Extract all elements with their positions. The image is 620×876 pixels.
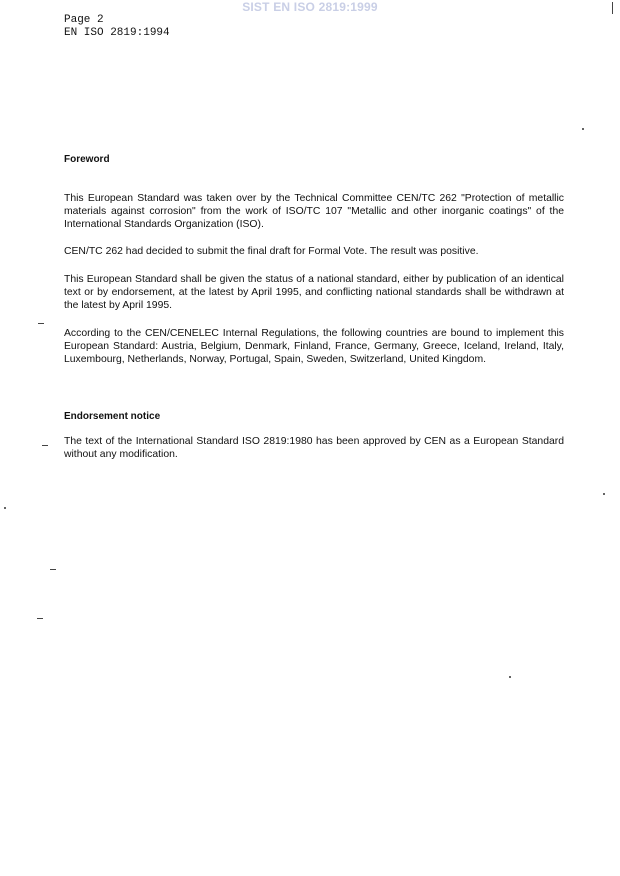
endorsement-heading: Endorsement notice	[64, 411, 161, 422]
foreword-paragraph-2: CEN/TC 262 had decided to submit the final draft for Formal Vote. The result was positive.	[64, 246, 479, 257]
foreword-paragraph-4: According to the CEN/CENELEC Internal Regulations, the following countries are bound to implement this European Standard: Austria, Belgium, Denmark, Finland, France, Germany, Greece, Iceland, Ireland, Italy, Luxembourg, Netherlands, Norway, Portugal, Spain, Sweden, Switzerland, United Kingdom.	[64, 328, 564, 365]
watermark: SIST EN ISO 2819:1999	[242, 0, 378, 14]
scan-speck	[4, 507, 6, 509]
foreword-paragraph-3: This European Standard shall be given the status of a national standard, either by publication of an identical text or by endorsement, at the latest by April 1995, and conflicting national standards shall be withdrawn at the latest by April 1995.	[64, 274, 564, 311]
page-number: Page 2	[64, 14, 104, 26]
scan-mark	[612, 2, 613, 14]
scan-mark	[38, 323, 44, 324]
scan-mark	[42, 445, 48, 446]
scan-mark	[37, 618, 43, 619]
scan-speck	[603, 493, 605, 495]
scan-speck	[582, 128, 584, 130]
scan-mark	[50, 569, 56, 570]
page-header	[64, 14, 170, 40]
standard-identifier: EN ISO 2819:1994	[64, 27, 170, 39]
foreword-paragraph-1: This European Standard was taken over by the Technical Committee CEN/TC 262 "Protection of metallic materials against corrosion" from the work of ISO/TC 107 "Metallic and other inorganic coatings" of the International Standards Organization (ISO).	[64, 193, 564, 230]
foreword-heading: Foreword	[64, 154, 110, 165]
scan-speck	[509, 676, 511, 678]
endorsement-paragraph: The text of the International Standard ISO 2819:1980 has been approved by CEN as a European Standard without any modification.	[64, 436, 564, 460]
